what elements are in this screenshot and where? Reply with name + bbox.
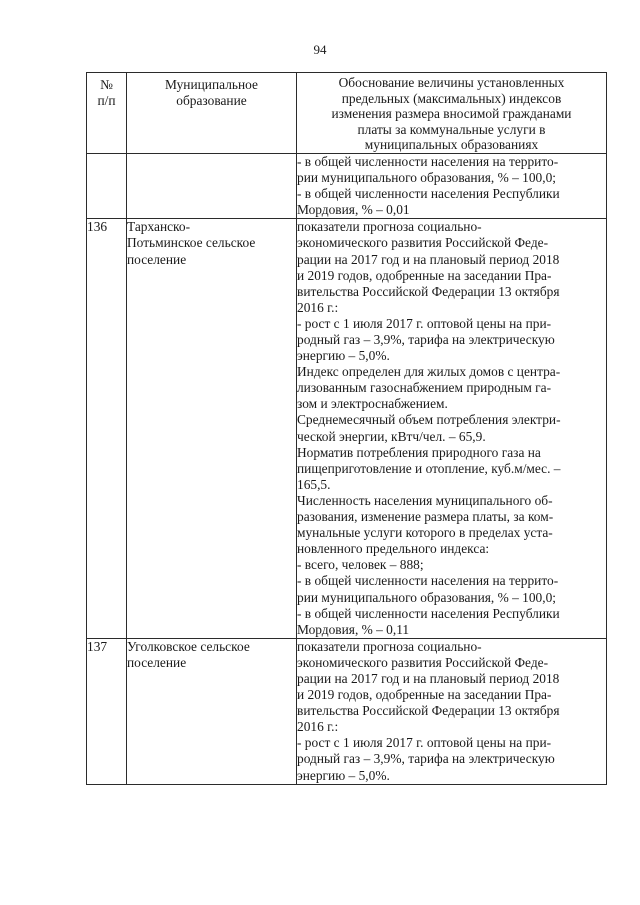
- basis-line: вительства Российской Федерации 13 октября: [297, 703, 560, 719]
- row-number: 137: [87, 638, 127, 784]
- basis-line: - всего, человек – 888;: [297, 557, 424, 573]
- basis-line: - в общей численности населения на террито-: [297, 573, 559, 589]
- header-number: [87, 73, 127, 154]
- basis-line: - в общей численности населения Республики: [297, 186, 560, 202]
- municipality-line: поселение: [127, 251, 187, 267]
- basis-line: и 2019 годов, одобренные на заседании Пра-: [297, 267, 552, 283]
- basis-line: показатели прогноза социально-: [297, 638, 482, 654]
- basis-line: энергию – 5,0%.: [297, 767, 390, 783]
- table-row: [87, 153, 607, 218]
- municipality-line: Уголковское сельское: [127, 638, 250, 654]
- table-row: [87, 219, 607, 638]
- header-line: платы за коммунальные услуги в: [357, 121, 546, 137]
- row-municipality: [127, 638, 297, 784]
- municipality-line: Тарханско-: [127, 219, 191, 235]
- municipality-line: Потьминское сельское: [127, 235, 256, 251]
- basis-line: новленного предельного индекса:: [297, 541, 490, 557]
- basis-line: Норматив потребления природного газа на: [297, 444, 541, 460]
- basis-line: пищеприготовление и отопление, куб.м/мес. –: [297, 460, 561, 476]
- basis-line: лизованным газоснабжением природным га-: [297, 380, 552, 396]
- basis-line: ческой энергии, кВтч/чел. – 65,9.: [297, 428, 486, 444]
- basis-line: 2016 г.:: [297, 719, 339, 735]
- basis-line: рации на 2017 год и на плановый период 2018: [297, 251, 560, 267]
- header-line: Обоснование величины установленных: [338, 75, 565, 90]
- header-line: предельных (максимальных) индексов: [341, 90, 562, 106]
- basis-line: 165,5.: [297, 476, 331, 492]
- basis-line: Мордовия, % – 0,11: [297, 621, 410, 637]
- basis-line: рии муниципального образования, % – 100,0;: [297, 170, 557, 186]
- basis-line: экономического развития Российской Феде-: [297, 654, 549, 670]
- basis-line: энергию – 5,0%.: [297, 348, 390, 364]
- basis-line: - рост с 1 июля 2017 г. оптовой цены на при-: [297, 315, 552, 331]
- table-row: [87, 638, 607, 784]
- row-municipality: [127, 219, 297, 638]
- basis-line: зом и электроснабжением.: [297, 396, 448, 412]
- basis-line: родный газ – 3,9%, тарифа на электрическую: [297, 332, 555, 347]
- header-line: п/п: [97, 93, 116, 109]
- row-number: [87, 153, 127, 218]
- basis-line: - рост с 1 июля 2017 г. оптовой цены на при-: [297, 735, 552, 751]
- row-basis: [297, 153, 607, 218]
- header-line: муниципальных образованиях: [364, 137, 539, 153]
- basis-line: Численность населения муниципального об-: [297, 492, 553, 508]
- basis-line: рации на 2017 год и на плановый период 2018: [297, 670, 560, 686]
- basis-line: Среднемесячный объем потребления электри-: [297, 412, 561, 428]
- header-basis: [297, 73, 607, 154]
- row-number: 136: [87, 219, 127, 638]
- basis-line: разования, изменение размера платы, за ком-: [297, 509, 554, 525]
- row-basis: [297, 638, 607, 784]
- page-number: 94: [313, 42, 327, 57]
- basis-line: вительства Российской Федерации 13 октября: [297, 283, 560, 299]
- table-header-row: [87, 73, 607, 154]
- municipality-line: поселение: [127, 654, 187, 670]
- header-municipality: [127, 73, 297, 154]
- basis-line: мунальные услуги которого в пределах уста-: [297, 525, 553, 541]
- basis-line: показатели прогноза социально-: [297, 219, 482, 235]
- tariff-index-table: [86, 72, 607, 785]
- header-line: образование: [176, 93, 247, 109]
- basis-line: экономического развития Российской Феде-: [297, 235, 549, 251]
- basis-line: Мордовия, % – 0,01: [297, 202, 410, 218]
- basis-line: Индекс определен для жилых домов с центра-: [297, 364, 561, 380]
- header-line: №: [100, 77, 113, 92]
- basis-line: - в общей численности населения Республики: [297, 605, 560, 621]
- basis-line: и 2019 годов, одобренные на заседании Пра-: [297, 687, 552, 703]
- row-municipality: [127, 153, 297, 218]
- basis-line: рии муниципального образования, % – 100,0;: [297, 589, 557, 605]
- header-line: изменения размера вносимой гражданами: [331, 106, 572, 122]
- row-basis: [297, 219, 607, 638]
- basis-line: 2016 г.:: [297, 299, 339, 315]
- basis-line: родный газ – 3,9%, тарифа на электрическую: [297, 751, 555, 767]
- basis-line: - в общей численности населения на террито-: [297, 153, 559, 169]
- header-line: Муниципальное: [165, 77, 258, 92]
